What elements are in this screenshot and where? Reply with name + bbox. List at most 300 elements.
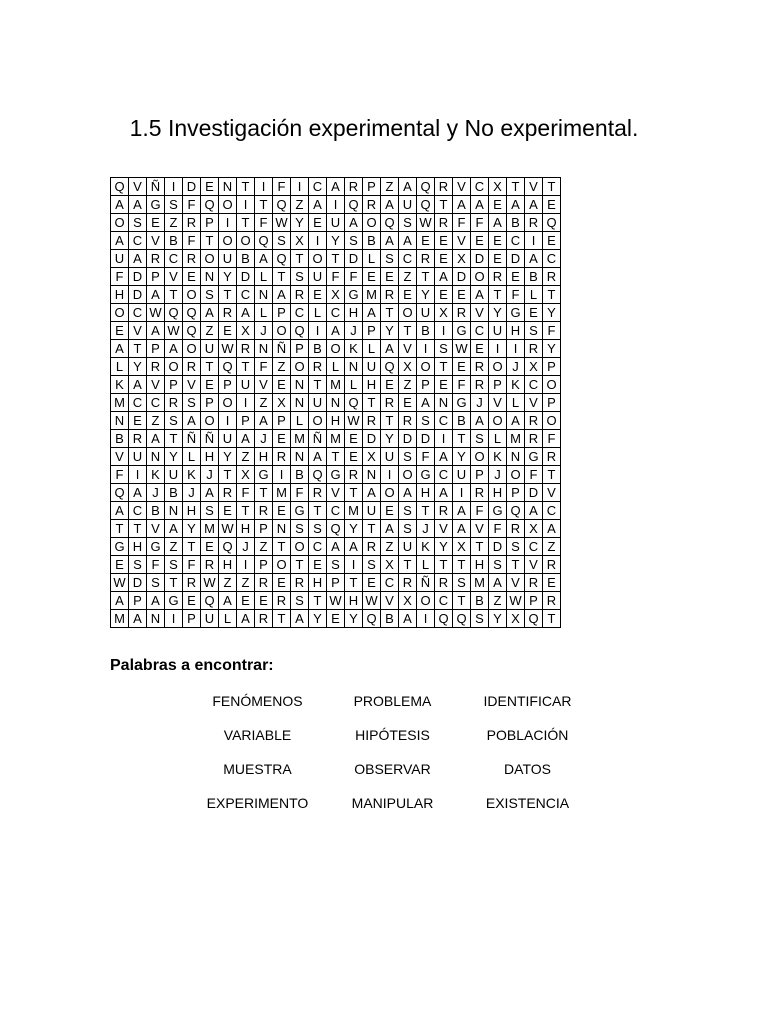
grid-row bbox=[111, 412, 561, 430]
grid-cell: I bbox=[525, 232, 543, 250]
grid-cell: P bbox=[165, 376, 183, 394]
grid-cell: T bbox=[237, 214, 255, 232]
grid-cell: V bbox=[381, 592, 399, 610]
grid-cell: E bbox=[543, 574, 561, 592]
grid-cell: A bbox=[453, 196, 471, 214]
grid-cell: U bbox=[165, 466, 183, 484]
grid-cell: E bbox=[435, 232, 453, 250]
grid-cell: T bbox=[129, 520, 147, 538]
grid-cell: Z bbox=[273, 358, 291, 376]
grid-cell: E bbox=[219, 322, 237, 340]
grid-cell: Q bbox=[255, 232, 273, 250]
grid-cell: R bbox=[219, 484, 237, 502]
grid-cell: A bbox=[399, 484, 417, 502]
word-item: DATOS bbox=[504, 761, 551, 777]
grid-cell: L bbox=[507, 394, 525, 412]
grid-cell: S bbox=[201, 502, 219, 520]
grid-cell: T bbox=[111, 520, 129, 538]
grid-cell: W bbox=[111, 574, 129, 592]
grid-cell: E bbox=[273, 430, 291, 448]
grid-cell: A bbox=[111, 232, 129, 250]
grid-cell: C bbox=[165, 250, 183, 268]
grid-cell: F bbox=[471, 214, 489, 232]
grid-cell: E bbox=[237, 592, 255, 610]
grid-cell: S bbox=[147, 574, 165, 592]
grid-cell: S bbox=[327, 556, 345, 574]
grid-cell: A bbox=[399, 610, 417, 628]
grid-cell: F bbox=[237, 484, 255, 502]
grid-cell: A bbox=[165, 520, 183, 538]
grid-cell: M bbox=[111, 610, 129, 628]
grid-cell: V bbox=[525, 394, 543, 412]
grid-cell: T bbox=[435, 196, 453, 214]
grid-cell: J bbox=[345, 322, 363, 340]
grid-cell: X bbox=[525, 358, 543, 376]
grid-row bbox=[111, 268, 561, 286]
grid-cell: D bbox=[417, 430, 435, 448]
grid-cell: Y bbox=[543, 304, 561, 322]
grid-cell: T bbox=[543, 286, 561, 304]
grid-cell: X bbox=[453, 250, 471, 268]
grid-cell: Y bbox=[453, 448, 471, 466]
grid-cell: A bbox=[255, 250, 273, 268]
grid-cell: S bbox=[399, 214, 417, 232]
grid-cell: A bbox=[129, 610, 147, 628]
grid-row bbox=[111, 358, 561, 376]
grid-cell: T bbox=[453, 430, 471, 448]
grid-cell: O bbox=[291, 538, 309, 556]
grid-cell: Y bbox=[219, 268, 237, 286]
grid-cell: A bbox=[525, 502, 543, 520]
grid-row bbox=[111, 196, 561, 214]
grid-cell: B bbox=[147, 502, 165, 520]
grid-row bbox=[111, 376, 561, 394]
grid-cell: N bbox=[255, 340, 273, 358]
grid-cell: B bbox=[309, 340, 327, 358]
grid-cell: B bbox=[165, 484, 183, 502]
grid-cell: A bbox=[453, 520, 471, 538]
grid-cell: S bbox=[435, 340, 453, 358]
grid-cell: Z bbox=[237, 574, 255, 592]
grid-cell: X bbox=[489, 178, 507, 196]
grid-cell: C bbox=[309, 538, 327, 556]
grid-cell: X bbox=[291, 232, 309, 250]
grid-cell: S bbox=[309, 520, 327, 538]
grid-cell: V bbox=[147, 520, 165, 538]
grid-cell: W bbox=[327, 592, 345, 610]
grid-cell: A bbox=[471, 196, 489, 214]
grid-cell: J bbox=[471, 394, 489, 412]
grid-cell: D bbox=[345, 250, 363, 268]
grid-cell: O bbox=[111, 304, 129, 322]
grid-cell: R bbox=[435, 574, 453, 592]
grid-cell: D bbox=[237, 268, 255, 286]
grid-cell: E bbox=[489, 250, 507, 268]
grid-cell: Q bbox=[435, 610, 453, 628]
grid-cell: O bbox=[183, 286, 201, 304]
grid-cell: V bbox=[471, 520, 489, 538]
grid-cell: U bbox=[327, 214, 345, 232]
grid-cell: E bbox=[399, 286, 417, 304]
grid-cell: A bbox=[111, 502, 129, 520]
letter-grid-table bbox=[110, 177, 561, 628]
grid-cell: R bbox=[525, 214, 543, 232]
grid-cell: L bbox=[363, 340, 381, 358]
grid-cell: H bbox=[507, 322, 525, 340]
grid-cell: F bbox=[543, 430, 561, 448]
grid-cell: M bbox=[273, 484, 291, 502]
grid-cell: A bbox=[543, 520, 561, 538]
grid-cell: P bbox=[273, 304, 291, 322]
grid-cell: A bbox=[327, 322, 345, 340]
grid-cell: N bbox=[201, 268, 219, 286]
grid-cell: D bbox=[399, 430, 417, 448]
grid-cell: T bbox=[363, 394, 381, 412]
grid-cell: P bbox=[129, 592, 147, 610]
grid-cell: C bbox=[291, 304, 309, 322]
grid-cell: E bbox=[543, 232, 561, 250]
grid-cell: R bbox=[525, 574, 543, 592]
grid-cell: A bbox=[471, 412, 489, 430]
grid-cell: F bbox=[345, 268, 363, 286]
grid-cell: A bbox=[129, 196, 147, 214]
grid-cell: N bbox=[507, 448, 525, 466]
grid-cell: E bbox=[273, 574, 291, 592]
grid-cell: F bbox=[471, 502, 489, 520]
grid-cell: N bbox=[291, 448, 309, 466]
grid-cell: A bbox=[111, 340, 129, 358]
grid-cell: Q bbox=[381, 358, 399, 376]
grid-cell: E bbox=[129, 412, 147, 430]
page-title: 1.5 Investigación experimental y No experimental. bbox=[129, 115, 639, 141]
grid-cell: T bbox=[327, 250, 345, 268]
grid-cell: N bbox=[345, 358, 363, 376]
grid-cell: Y bbox=[183, 520, 201, 538]
grid-cell: P bbox=[489, 376, 507, 394]
grid-cell: A bbox=[237, 430, 255, 448]
grid-cell: E bbox=[201, 538, 219, 556]
grid-cell: O bbox=[489, 358, 507, 376]
grid-cell: V bbox=[399, 340, 417, 358]
grid-cell: T bbox=[201, 358, 219, 376]
grid-cell: G bbox=[327, 466, 345, 484]
grid-cell: T bbox=[237, 358, 255, 376]
grid-cell: R bbox=[525, 412, 543, 430]
word-row bbox=[190, 752, 610, 786]
grid-cell: Q bbox=[273, 196, 291, 214]
grid-cell: K bbox=[183, 466, 201, 484]
grid-cell: L bbox=[111, 358, 129, 376]
grid-cell: S bbox=[273, 232, 291, 250]
grid-cell: B bbox=[417, 322, 435, 340]
grid-cell: A bbox=[147, 430, 165, 448]
grid-cell: Q bbox=[219, 358, 237, 376]
grid-cell: L bbox=[363, 250, 381, 268]
grid-cell: Z bbox=[399, 376, 417, 394]
grid-cell: O bbox=[219, 196, 237, 214]
grid-cell: S bbox=[489, 556, 507, 574]
grid-cell: H bbox=[237, 520, 255, 538]
grid-cell: Z bbox=[165, 538, 183, 556]
grid-cell: B bbox=[507, 214, 525, 232]
grid-cell: Y bbox=[543, 340, 561, 358]
grid-cell: K bbox=[417, 538, 435, 556]
grid-cell: Z bbox=[201, 322, 219, 340]
grid-cell: D bbox=[453, 268, 471, 286]
grid-cell: U bbox=[363, 358, 381, 376]
grid-cell: A bbox=[147, 286, 165, 304]
grid-cell: P bbox=[255, 520, 273, 538]
grid-cell: T bbox=[309, 376, 327, 394]
grid-cell: I bbox=[435, 430, 453, 448]
grid-cell: B bbox=[363, 232, 381, 250]
grid-cell: T bbox=[381, 304, 399, 322]
grid-cell: A bbox=[381, 340, 399, 358]
word-item: OBSERVAR bbox=[354, 761, 431, 777]
grid-cell: Y bbox=[165, 448, 183, 466]
grid-cell: N bbox=[435, 394, 453, 412]
grid-cell: C bbox=[435, 592, 453, 610]
grid-cell: I bbox=[255, 178, 273, 196]
grid-cell: I bbox=[219, 214, 237, 232]
grid-cell: P bbox=[147, 268, 165, 286]
grid-cell: L bbox=[309, 304, 327, 322]
grid-cell: S bbox=[201, 286, 219, 304]
grid-cell: T bbox=[219, 286, 237, 304]
grid-cell: N bbox=[147, 610, 165, 628]
grid-cell: A bbox=[399, 232, 417, 250]
grid-cell: T bbox=[255, 484, 273, 502]
grid-cell: H bbox=[219, 556, 237, 574]
grid-cell: I bbox=[309, 322, 327, 340]
grid-cell: X bbox=[237, 322, 255, 340]
grid-cell: W bbox=[219, 340, 237, 358]
grid-cell: P bbox=[237, 412, 255, 430]
grid-cell: N bbox=[363, 466, 381, 484]
grid-cell: E bbox=[345, 448, 363, 466]
grid-cell: U bbox=[219, 250, 237, 268]
grid-cell: M bbox=[363, 286, 381, 304]
grid-cell: A bbox=[129, 376, 147, 394]
grid-cell: R bbox=[435, 214, 453, 232]
grid-cell: Y bbox=[129, 358, 147, 376]
grid-cell: S bbox=[453, 574, 471, 592]
grid-cell: C bbox=[543, 250, 561, 268]
grid-cell: C bbox=[237, 286, 255, 304]
word-item: POBLACIÓN bbox=[486, 727, 569, 743]
grid-cell: E bbox=[345, 430, 363, 448]
grid-cell: N bbox=[255, 286, 273, 304]
grid-row bbox=[111, 556, 561, 574]
word-row bbox=[190, 718, 610, 752]
grid-cell: A bbox=[111, 592, 129, 610]
grid-cell: B bbox=[525, 268, 543, 286]
grid-cell: Q bbox=[525, 610, 543, 628]
grid-row bbox=[111, 466, 561, 484]
grid-row bbox=[111, 484, 561, 502]
grid-cell: U bbox=[453, 466, 471, 484]
grid-cell: R bbox=[543, 448, 561, 466]
grid-cell: T bbox=[399, 322, 417, 340]
grid-cell: D bbox=[471, 250, 489, 268]
grid-cell: R bbox=[183, 358, 201, 376]
grid-cell: P bbox=[201, 214, 219, 232]
grid-cell: T bbox=[219, 466, 237, 484]
grid-cell: C bbox=[435, 466, 453, 484]
grid-cell: G bbox=[147, 196, 165, 214]
grid-cell: J bbox=[507, 358, 525, 376]
grid-cell: A bbox=[309, 448, 327, 466]
grid-cell: X bbox=[399, 358, 417, 376]
grid-row bbox=[111, 286, 561, 304]
grid-cell: A bbox=[255, 412, 273, 430]
grid-cell: R bbox=[129, 430, 147, 448]
grid-cell: A bbox=[165, 340, 183, 358]
grid-cell: R bbox=[309, 484, 327, 502]
grid-cell: V bbox=[327, 484, 345, 502]
word-item: HIPÓTESIS bbox=[355, 727, 430, 743]
grid-cell: O bbox=[327, 340, 345, 358]
grid-cell: A bbox=[327, 538, 345, 556]
grid-cell: P bbox=[219, 376, 237, 394]
grid-cell: Z bbox=[255, 538, 273, 556]
grid-cell: R bbox=[309, 358, 327, 376]
grid-cell: V bbox=[543, 484, 561, 502]
grid-cell: R bbox=[489, 268, 507, 286]
grid-cell: J bbox=[147, 484, 165, 502]
grid-cell: Ñ bbox=[273, 340, 291, 358]
grid-cell: W bbox=[147, 304, 165, 322]
grid-cell: F bbox=[525, 466, 543, 484]
grid-cell: O bbox=[309, 250, 327, 268]
grid-cell: B bbox=[453, 412, 471, 430]
grid-cell: T bbox=[165, 430, 183, 448]
grid-cell: Q bbox=[453, 610, 471, 628]
grid-cell: J bbox=[201, 466, 219, 484]
grid-cell: U bbox=[399, 196, 417, 214]
grid-cell: R bbox=[201, 556, 219, 574]
grid-cell: T bbox=[165, 574, 183, 592]
grid-cell: W bbox=[345, 412, 363, 430]
grid-cell: V bbox=[183, 376, 201, 394]
grid-cell: F bbox=[273, 178, 291, 196]
grid-cell: D bbox=[129, 286, 147, 304]
grid-cell: F bbox=[183, 556, 201, 574]
grid-cell: U bbox=[129, 448, 147, 466]
grid-cell: N bbox=[273, 520, 291, 538]
grid-cell: R bbox=[543, 556, 561, 574]
grid-cell: T bbox=[255, 196, 273, 214]
grid-cell: S bbox=[165, 196, 183, 214]
grid-cell: E bbox=[309, 286, 327, 304]
grid-cell: S bbox=[471, 610, 489, 628]
grid-cell: A bbox=[525, 250, 543, 268]
grid-cell: L bbox=[219, 610, 237, 628]
grid-cell: L bbox=[255, 304, 273, 322]
grid-cell: E bbox=[435, 376, 453, 394]
grid-cell: E bbox=[525, 304, 543, 322]
grid-cell: C bbox=[525, 376, 543, 394]
grid-cell: I bbox=[417, 340, 435, 358]
grid-cell: S bbox=[417, 412, 435, 430]
grid-cell: E bbox=[183, 592, 201, 610]
grid-cell: Y bbox=[345, 610, 363, 628]
grid-cell: F bbox=[327, 268, 345, 286]
grid-cell: E bbox=[363, 268, 381, 286]
grid-cell: A bbox=[363, 304, 381, 322]
grid-cell: W bbox=[417, 214, 435, 232]
word-item: VARIABLE bbox=[223, 727, 292, 743]
grid-cell: C bbox=[471, 178, 489, 196]
grid-row bbox=[111, 178, 561, 196]
grid-cell: R bbox=[471, 376, 489, 394]
grid-cell: M bbox=[507, 430, 525, 448]
grid-row bbox=[111, 214, 561, 232]
grid-cell: O bbox=[201, 250, 219, 268]
grid-cell: F bbox=[147, 556, 165, 574]
grid-cell: M bbox=[327, 376, 345, 394]
grid-cell: T bbox=[309, 502, 327, 520]
grid-cell: H bbox=[471, 556, 489, 574]
grid-row bbox=[111, 340, 561, 358]
grid-cell: K bbox=[111, 376, 129, 394]
grid-cell: V bbox=[471, 304, 489, 322]
grid-cell: K bbox=[345, 340, 363, 358]
grid-cell: Y bbox=[435, 538, 453, 556]
grid-cell: Y bbox=[309, 610, 327, 628]
grid-cell: S bbox=[165, 412, 183, 430]
grid-cell: K bbox=[489, 448, 507, 466]
grid-cell: C bbox=[129, 232, 147, 250]
grid-cell: V bbox=[453, 178, 471, 196]
grid-cell: P bbox=[525, 592, 543, 610]
word-search-grid bbox=[110, 177, 561, 628]
grid-cell: C bbox=[147, 394, 165, 412]
word-item: FENÓMENOS bbox=[212, 693, 303, 709]
grid-cell: T bbox=[273, 610, 291, 628]
grid-cell: V bbox=[489, 394, 507, 412]
grid-cell: Z bbox=[381, 538, 399, 556]
grid-cell: R bbox=[255, 574, 273, 592]
grid-cell: E bbox=[417, 232, 435, 250]
grid-cell: S bbox=[525, 322, 543, 340]
grid-cell: T bbox=[273, 538, 291, 556]
grid-cell: I bbox=[129, 466, 147, 484]
grid-cell: D bbox=[129, 574, 147, 592]
grid-cell: P bbox=[543, 358, 561, 376]
grid-cell: L bbox=[525, 286, 543, 304]
grid-cell: L bbox=[183, 448, 201, 466]
grid-cell: C bbox=[129, 304, 147, 322]
grid-cell: R bbox=[255, 610, 273, 628]
grid-cell: H bbox=[345, 592, 363, 610]
word-item: MANIPULAR bbox=[351, 795, 434, 811]
grid-cell: R bbox=[381, 286, 399, 304]
grid-cell: O bbox=[471, 268, 489, 286]
grid-cell: G bbox=[453, 394, 471, 412]
grid-cell: O bbox=[273, 556, 291, 574]
grid-cell: H bbox=[255, 448, 273, 466]
grid-cell: T bbox=[291, 556, 309, 574]
grid-cell: A bbox=[327, 178, 345, 196]
grid-row bbox=[111, 610, 561, 628]
grid-cell: F bbox=[489, 520, 507, 538]
grid-cell: G bbox=[111, 538, 129, 556]
grid-cell: Z bbox=[381, 178, 399, 196]
grid-cell: Y bbox=[417, 286, 435, 304]
grid-cell: U bbox=[489, 322, 507, 340]
grid-cell: F bbox=[255, 214, 273, 232]
